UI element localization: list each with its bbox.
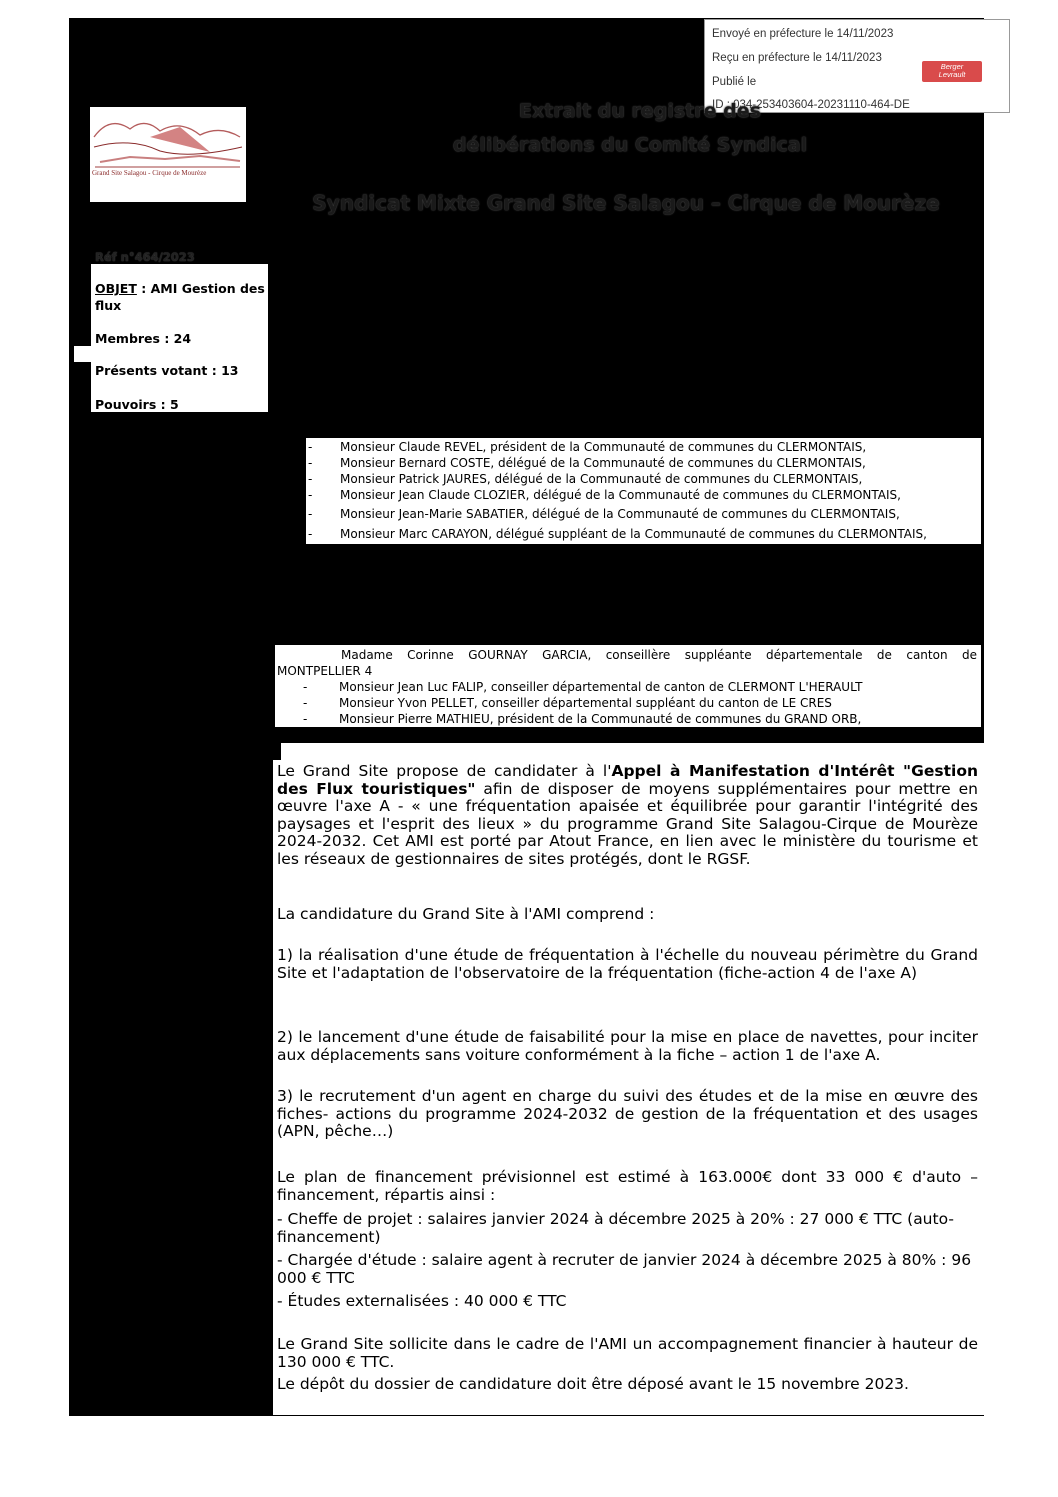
- paragraph-point-2: 2) le lancement d'une étude de faisabilité pour la mise en place de navettes, pour inciter aux déplacements sans voiture conformément à la fiche – action 1 de l'axe A.: [277, 1028, 978, 1064]
- paragraph-request: Le Grand Site sollicite dans le cadre de l'AMI un accompagnement financier à hauteur de 130 000 € TTC.: [277, 1335, 978, 1371]
- second-members-list: Madame Corinne GOURNAY GARCIA, conseillère suppléante départementale de canton de MONTPELLIER 4 - Monsieur Jean Luc FALIP, conseiller départemental de canton de CLERMONT L'HERAULT - Monsieur Yvon PELLET, conseiller départemental suppléant du canton de LE CRES - Monsieur Pierre MATHIEU, président de la Communauté de communes du GRAND ORB,: [275, 645, 981, 727]
- paragraph-candidature: La candidature du Grand Site à l'AMI comprend :: [277, 905, 655, 923]
- financing-item: - Études externalisées : 40 000 € TTC: [277, 1292, 567, 1310]
- membres-count: Membres : 24: [95, 331, 192, 346]
- prefecture-stamp: [704, 19, 1010, 113]
- paragraph-deadline: Le dépôt du dossier de candidature doit être déposé avant le 15 novembre 2023.: [277, 1375, 909, 1393]
- stamp-publie: Publié le: [712, 76, 757, 88]
- objet-line: OBJET : AMI Gestion des: [95, 281, 265, 296]
- reference-number: Réf n°464/2023: [95, 250, 195, 264]
- grand-site-logo: [90, 107, 246, 202]
- heading-line-2: délibérations du Comité Syndical: [452, 134, 808, 156]
- list-item-continued: MONTPELLIER 4: [277, 664, 373, 678]
- paragraph-point-1: 1) la réalisation d'une étude de fréquentation à l'échelle du nouveau périmètre du Grand Site et l'adaptation de l'observatoire de la fréquentation (fiche-action 4 de l'axe A): [277, 946, 978, 982]
- financing-item: - Cheffe de projet : salaires janvier 2024 à décembre 2025 à 20% : 27 000 € TTC (auto-financement): [277, 1210, 954, 1246]
- deliberation-body: [273, 760, 984, 1415]
- presents-count: Présents votant : 13: [95, 363, 239, 378]
- berger-levrault-logo: Berger Levrault: [922, 61, 982, 82]
- stamp-recu: Reçu en préfecture le 14/11/2023: [712, 52, 882, 64]
- objet-line-2: flux: [95, 298, 122, 313]
- white-strip: [281, 743, 984, 760]
- members-list: - Monsieur Claude REVEL, président de la Communauté de communes du CLERMONTAIS, - Monsieur Bernard COSTE, délégué de la Communauté de communes du CLERMONTAIS, - Monsieur Patrick JAURES, délégué de la Communauté de communes du CLERMONTAIS, - Monsieur Jean Claude CLOZIER, délégué de la Communauté de communes du CLERMONTAIS, - Monsieur Jean-Marie SABATIER, délégué de la Communauté de communes du CLERMONTAIS, - Monsieur Marc CARAYON, délégué suppléant de la Communauté de communes du CLERMONTAIS,: [306, 438, 981, 544]
- white-notch: [74, 346, 91, 362]
- stamp-envoye: Envoyé en préfecture le 14/11/2023: [712, 28, 894, 40]
- list-item: Madame Corinne GOURNAY GARCIA, conseillère suppléante départementale de canton de: [341, 648, 977, 662]
- heading-line-3: Syndicat Mixte Grand Site Salagou – Cirque de Mourèze: [312, 191, 940, 215]
- financing-item: - Chargée d'étude : salaire agent à recruter de janvier 2024 à décembre 2025 à 80% : 96 000 € TTC: [277, 1251, 972, 1287]
- paragraph-financing: Le plan de financement prévisionnel est estimé à 163.000€ dont 33 000 € d'auto – financement, répartis ainsi :: [277, 1168, 978, 1204]
- landscape-logo-icon: [90, 107, 246, 177]
- heading-line-1: Extrait du registre des: [519, 100, 761, 122]
- paragraph-point-3: 3) le recrutement d'un agent en charge du suivi des études et de la mise en œuvre des fiches- actions du programme 2024-2032 de gestion de la fréquentation et des usages (APN, pêche…): [277, 1087, 978, 1140]
- logo-caption: Grand Site Salagou - Cirque de Mourèze: [92, 169, 207, 177]
- pouvoirs-count: Pouvoirs : 5: [95, 397, 179, 412]
- stamp-id: ID : 034-253403604-20231110-464-DE: [712, 99, 910, 111]
- paragraph-intro: Le Grand Site propose de candidater à l'Appel à Manifestation d'Intérêt "Gestion des Flux touristiques" afin de disposer de moyens supplémentaires pour mettre en œuvre l'axe A - « une fréquentation apaisée et équilibrée pour garantir l'intégrité des paysages et l'esprit des lieux » du programme Grand Site Salagou-Cirque de Mourèze 2024-2032. Cet AMI est porté par Atout France, en lien avec le ministère du tourisme et les réseaux de gestionnaires de sites protégés, dont le RGSF.: [277, 762, 978, 868]
- objet-box: [91, 264, 268, 412]
